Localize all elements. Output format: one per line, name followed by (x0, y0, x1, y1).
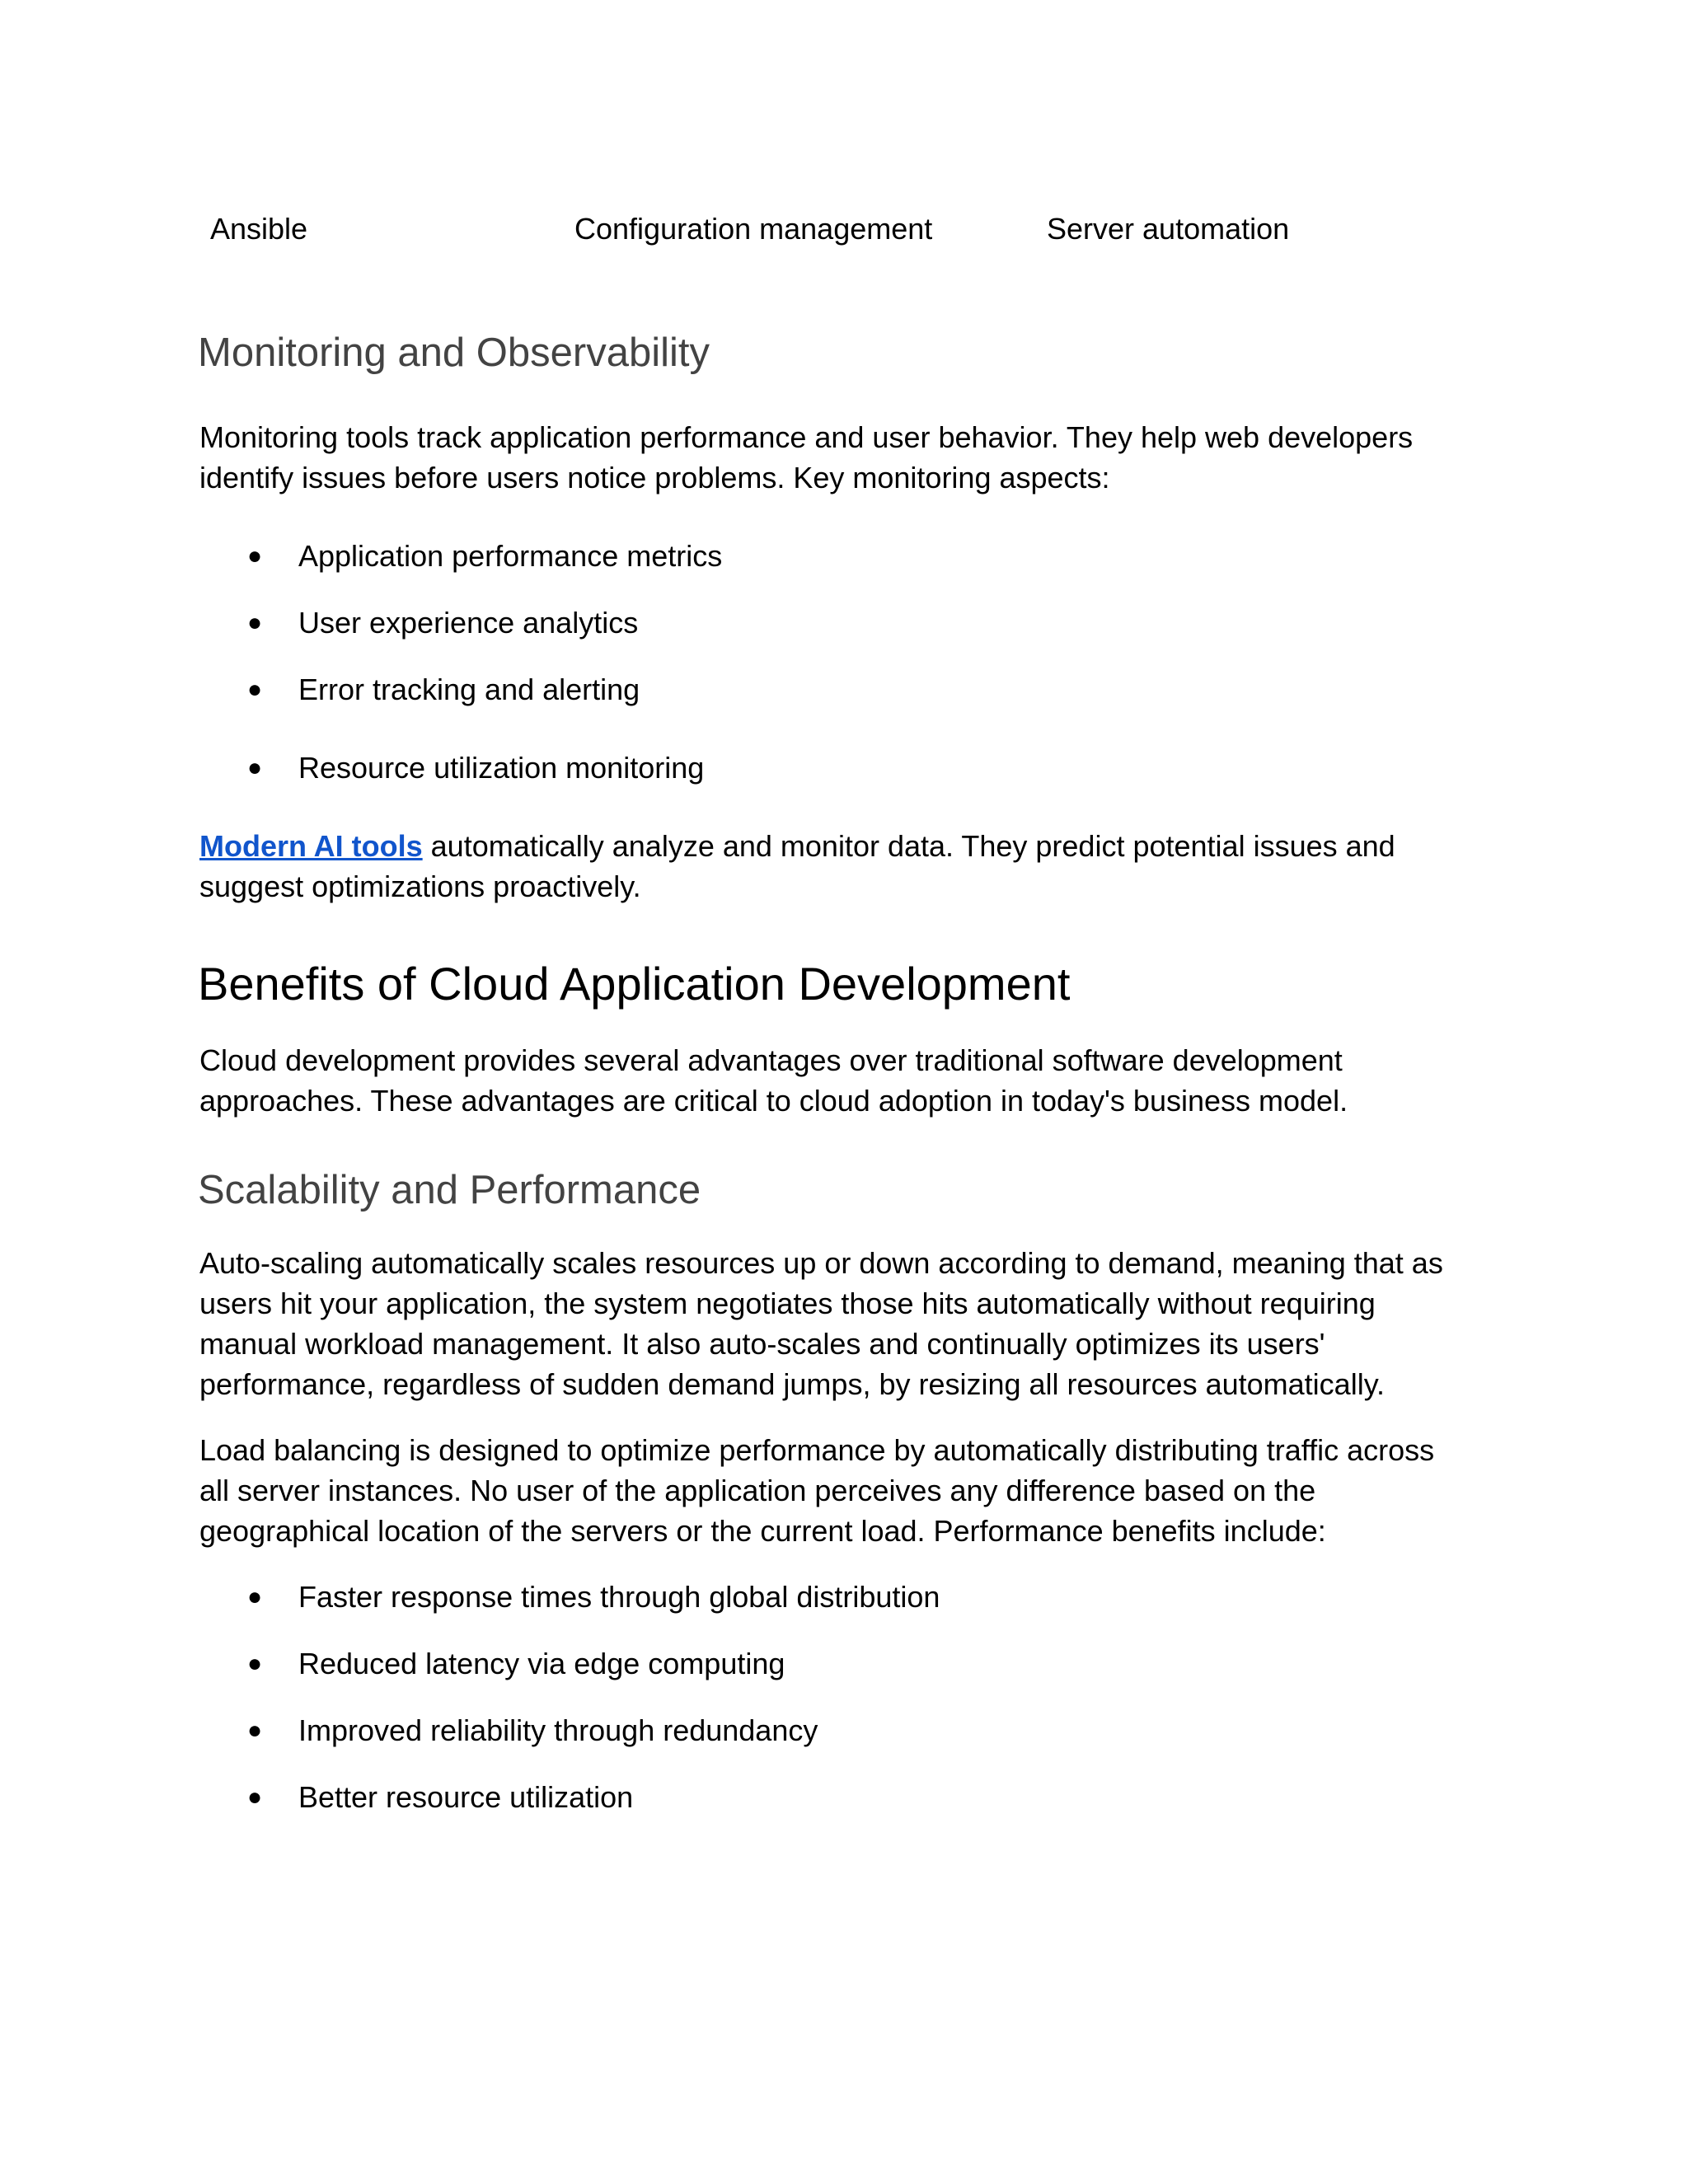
monitoring-intro-paragraph (199, 417, 1502, 498)
paragraph-line: Load balancing is designed to optimize performance by automatically distributing traffic across (199, 1433, 1435, 1467)
bullet-icon: ● (247, 754, 263, 781)
bullet-icon: ● (247, 609, 263, 636)
paragraph-line: Auto-scaling automatically scales resources up or down according to demand, meaning that as (199, 1246, 1443, 1280)
paragraph-line: approaches. These advantages are critical to cloud adoption in today's business model. (199, 1084, 1348, 1118)
load-balancing-paragraph (199, 1430, 1502, 1551)
bullet-icon: ● (247, 1583, 263, 1610)
list-item-text: User experience analytics (298, 606, 639, 640)
list-item-text: Resource utilization monitoring (298, 751, 705, 785)
bullet-icon: ● (247, 676, 263, 703)
paragraph-line: users hit your application, the system negotiates those hits automatically without requiring (199, 1286, 1376, 1320)
heading-benefits: Benefits of Cloud Application Development (198, 958, 1071, 1010)
paragraph-line (199, 826, 1502, 866)
paragraph-line: manual workload management. It also auto-scales and continually optimizes its users' (199, 1327, 1325, 1361)
table-cell-use-case: Server automation (1047, 212, 1290, 246)
paragraph-line: all server instances. No user of the application perceives any difference based on the (199, 1474, 1316, 1507)
bullet-icon: ● (247, 542, 263, 569)
bullet-icon: ● (247, 1650, 263, 1677)
table-cell-tool: Ansible (210, 212, 308, 246)
list-item-text: Faster response times through global distribution (298, 1580, 940, 1614)
ai-tools-paragraph (199, 826, 1502, 907)
list-item-text: Application performance metrics (298, 539, 723, 573)
list-item-text: Better resource utilization (298, 1780, 634, 1814)
paragraph-text: automatically analyze and monitor data. They predict potential issues and (422, 829, 1395, 863)
bullet-icon: ● (247, 1717, 263, 1744)
list-item-text: Error tracking and alerting (298, 673, 640, 706)
list-item-text: Improved reliability through redundancy (298, 1713, 818, 1747)
paragraph-line: suggest optimizations proactively. (199, 869, 641, 903)
paragraph-line: Monitoring tools track application performance and user behavior. They help web developers (199, 420, 1414, 454)
modern-ai-tools-link[interactable]: Modern AI tools (199, 829, 423, 863)
paragraph-line: identify issues before users notice problems. Key monitoring aspects: (199, 461, 1110, 494)
heading-scalability: Scalability and Performance (198, 1168, 701, 1212)
benefits-intro-paragraph (199, 1040, 1502, 1121)
paragraph-line: geographical location of the servers or the current load. Performance benefits include: (199, 1514, 1326, 1548)
paragraph-line: Cloud development provides several advantages over traditional software development (199, 1043, 1343, 1077)
table-cell-category: Configuration management (574, 212, 933, 246)
bullet-icon: ● (247, 1783, 263, 1811)
auto-scaling-paragraph (199, 1243, 1502, 1404)
heading-monitoring: Monitoring and Observability (198, 330, 710, 375)
list-item-text: Reduced latency via edge computing (298, 1647, 785, 1680)
paragraph-line: performance, regardless of sudden demand jumps, by resizing all resources automatically. (199, 1367, 1386, 1401)
